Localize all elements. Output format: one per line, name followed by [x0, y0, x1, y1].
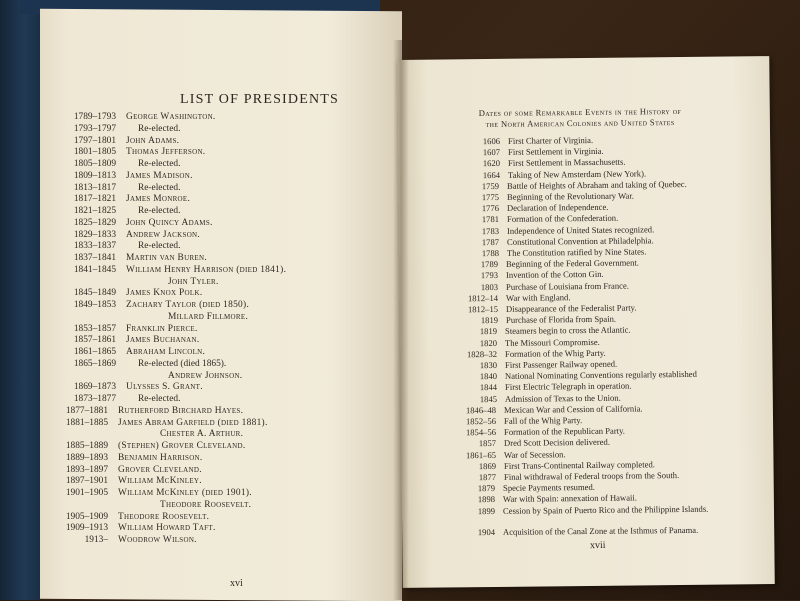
event-text: Acquisition of the Canal Zone at the Isthmus of Panama. — [502, 524, 699, 537]
president-row — [48, 418, 268, 429]
event-year: 1759 — [482, 180, 500, 191]
president-name: Abraham Lincoln. — [126, 347, 206, 357]
president-years: 1837–1841 — [73, 253, 116, 263]
event-text: Admission of Texas to the Union. — [504, 392, 621, 404]
event-text: War with Spain: annexation of Hawaii. — [503, 492, 638, 505]
president-name: William Howard Taft. — [118, 523, 216, 534]
president-years: 1813–1817 — [73, 182, 116, 193]
event-text: Dred Scott Decision delivered. — [503, 437, 610, 449]
event-year: 1820 — [480, 337, 498, 348]
president-years: 1809–1813 — [73, 170, 116, 181]
president-name: John Quincy Adams. — [126, 217, 213, 228]
president-name: Benjamin Harrison. — [118, 452, 203, 463]
book-gutter — [393, 40, 409, 600]
event-text: Steamers begin to cross the Atlantic. — [505, 324, 632, 337]
president-name: Re-elected (died 1865). — [138, 358, 227, 369]
president-row — [48, 535, 197, 546]
president-row — [48, 453, 203, 464]
president-years: 1889–1893 — [65, 452, 108, 463]
president-row — [56, 124, 180, 135]
event-year: 1840 — [479, 371, 497, 382]
event-text: Purchase of Florida from Spain. — [505, 313, 616, 326]
event-text: Beginning of the Revolutionary War. — [507, 190, 635, 202]
president-row — [48, 465, 202, 476]
event-text: Constitutional Convention at Philadelphia. — [506, 235, 654, 247]
event-year: 1819 — [480, 326, 498, 337]
events-heading-line2: the North American Colonies and United States — [485, 117, 675, 129]
event-year: 1812–14 — [467, 292, 498, 304]
event-year: 1787 — [481, 236, 499, 247]
event-text: The Constitution ratified by Nine States. — [506, 246, 646, 258]
president-years: 1841–1845 — [73, 264, 116, 275]
president-row — [48, 476, 202, 487]
president-years: 1789–1793 — [73, 112, 116, 122]
event-text: War of Secession. — [503, 448, 566, 460]
president-years: 1893–1897 — [65, 464, 108, 475]
president-row — [48, 429, 243, 440]
event-text: Independence of United States recognized. — [506, 223, 655, 236]
event-text: First Trans-Continental Railway completed. — [503, 459, 655, 471]
event-text: Specie Payments resumed. — [503, 482, 596, 494]
event-text: Beginning of the Federal Government. — [506, 257, 640, 270]
president-row — [56, 194, 190, 205]
event-year: 1803 — [480, 281, 499, 292]
event-year: 1788 — [481, 247, 499, 259]
president-row — [48, 406, 243, 417]
event-text: Battle of Heights of Abraham and taking of Quebec. — [507, 178, 688, 191]
president-row — [56, 394, 180, 405]
president-row — [56, 171, 193, 182]
president-years: 1913– — [84, 535, 108, 545]
president-name: Grover Cleveland. — [118, 464, 202, 475]
president-name: Re-elected. — [138, 394, 181, 404]
president-name: Ulysses S. Grant. — [126, 382, 203, 393]
book-spine — [0, 0, 40, 600]
event-text: Final withdrawal of Federal troops from the South. — [503, 470, 679, 482]
president-name: Woodrow Wilson. — [118, 535, 197, 545]
president-years: 1901–1905 — [65, 488, 108, 498]
president-row — [56, 112, 216, 123]
event-year: 1783 — [481, 225, 499, 236]
president-years: 1865–1869 — [73, 358, 116, 369]
event-text: Fall of the Whig Party. — [504, 415, 583, 426]
president-name: William McKinley (died 1901). — [118, 488, 252, 498]
president-years: 1825–1829 — [73, 217, 116, 228]
president-name: James Abram Garfield (died 1881). — [118, 417, 268, 428]
president-years: 1897–1901 — [65, 476, 108, 487]
right-folio: xvii — [589, 539, 606, 552]
president-row — [56, 253, 207, 264]
event-year: 1845 — [479, 393, 497, 404]
president-years: 1833–1837 — [73, 241, 116, 252]
president-row — [56, 230, 200, 241]
event-text: Formation of the Republican Party. — [504, 425, 626, 438]
event-text: Declaration of Independence. — [507, 201, 609, 214]
president-years: 1817–1821 — [73, 194, 116, 205]
page-title: LIST OF PRESIDENTS — [180, 92, 340, 107]
event-year: 1776 — [481, 203, 500, 214]
president-row — [56, 300, 249, 311]
president-years: 1877–1881 — [65, 405, 108, 416]
president-name: James Monroe. — [126, 194, 191, 205]
president-name: (Stephen) Grover Cleveland. — [118, 441, 246, 451]
left-folio: xvi — [230, 578, 243, 589]
president-name: William Henry Harrison (died 1841). — [126, 264, 287, 275]
event-text: National Nominating Conventions regularly established — [504, 369, 697, 382]
event-year: 1844 — [479, 382, 497, 393]
event-year: 1620 — [482, 158, 500, 169]
event-year: 1664 — [482, 169, 500, 180]
event-text: War with England. — [505, 291, 571, 303]
president-name: Re-elected. — [138, 206, 181, 216]
president-row — [56, 324, 198, 335]
president-name: Andrew Jackson. — [126, 229, 201, 240]
event-year: 1781 — [481, 214, 499, 225]
president-row — [48, 512, 209, 523]
president-years: 1905–1909 — [65, 511, 108, 522]
president-years: 1829–1833 — [73, 229, 116, 240]
president-row — [48, 488, 252, 499]
president-years: 1869–1873 — [73, 382, 116, 393]
president-years: 1845–1849 — [73, 288, 116, 299]
president-years: 1857–1861 — [73, 335, 116, 346]
president-row — [48, 441, 246, 452]
events-heading-line1: Dates of some Remarkable Events in the History of — [478, 105, 682, 119]
event-year: 1828–32 — [467, 348, 498, 360]
event-text: Mexican War and Cession of California. — [504, 403, 643, 415]
event-year: 1846–48 — [466, 404, 497, 416]
event-year: 1830 — [479, 359, 498, 371]
event-year: 1852–56 — [466, 415, 497, 427]
president-row — [56, 265, 286, 276]
event-text: Taking of New Amsterdam (New York). — [507, 168, 646, 180]
event-year: 1819 — [480, 315, 498, 326]
president-row — [56, 218, 213, 229]
president-years: 1909–1913 — [65, 523, 108, 534]
president-years: 1885–1889 — [65, 441, 108, 451]
event-text: The Missouri Compromise. — [505, 336, 601, 348]
president-name: Re-elected. — [138, 123, 181, 134]
president-name: John Tyler. — [168, 276, 219, 287]
president-years: 1881–1885 — [65, 417, 108, 428]
president-years: 1805–1809 — [73, 159, 116, 169]
president-row — [56, 371, 242, 382]
president-row — [56, 159, 180, 170]
president-row — [48, 523, 216, 534]
president-name: Theodore Roosevelt. — [160, 499, 252, 510]
event-year: 1899 — [477, 505, 496, 516]
president-row — [56, 206, 180, 217]
president-name: Zachary Taylor (died 1850). — [126, 300, 250, 310]
president-row — [56, 335, 200, 346]
event-text: Formation of the Whig Party. — [505, 347, 606, 359]
president-years: 1793–1797 — [73, 123, 116, 134]
president-years: 1873–1877 — [73, 394, 116, 404]
president-row — [56, 136, 179, 147]
event-year: 1898 — [477, 494, 496, 505]
event-year: 1879 — [478, 483, 496, 494]
president-name: Franklin Pierce. — [126, 323, 198, 334]
event-year: 1812–15 — [467, 303, 498, 315]
president-name: Chester A. Arthur. — [160, 429, 244, 440]
president-row — [56, 147, 205, 158]
president-name: William McKinley. — [118, 476, 202, 487]
event-text: Purchase of Louisiana from France. — [505, 280, 630, 292]
president-years: 1849–1853 — [73, 300, 116, 310]
event-text: First Settlement in Virginia. — [507, 146, 604, 158]
event-text: First Settlement in Massachusetts. — [507, 157, 626, 169]
president-row — [56, 277, 219, 288]
event-year: 1854–56 — [465, 427, 497, 438]
president-years: 1797–1801 — [73, 135, 116, 146]
event-text: Formation of the Confederation. — [506, 213, 619, 225]
event-year: 1877 — [478, 471, 496, 483]
president-name: James Knox Polk. — [126, 288, 203, 299]
president-row — [48, 500, 251, 511]
event-year: 1607 — [482, 147, 500, 158]
event-year: 1869 — [478, 460, 496, 471]
event-text: First Charter of Virginia. — [507, 134, 594, 146]
president-row — [56, 359, 226, 370]
president-row — [56, 347, 205, 358]
event-text: Disappearance of the Federalist Party. — [505, 302, 637, 314]
president-row — [56, 241, 180, 252]
president-name: Thomas Jefferson. — [126, 147, 206, 158]
president-row — [56, 382, 203, 393]
president-years: 1861–1865 — [73, 347, 116, 357]
event-year: 1789 — [481, 259, 499, 270]
event-year: 1775 — [482, 191, 500, 203]
president-name: Re-elected. — [138, 159, 181, 169]
president-years: 1821–1825 — [73, 206, 116, 216]
president-name: James Buchanan. — [126, 335, 200, 346]
president-years: 1801–1805 — [73, 147, 116, 158]
president-name: Theodore Roosevelt. — [118, 511, 210, 522]
president-row — [56, 183, 180, 194]
event-text: Invention of the Cotton Gin. — [506, 269, 604, 281]
president-name: Martin van Buren. — [126, 253, 208, 263]
event-year: 1904 — [477, 527, 495, 538]
president-name: James Madison. — [126, 170, 193, 181]
president-years: 1853–1857 — [73, 323, 116, 334]
event-text: First Electric Telegraph in operation. — [504, 380, 632, 393]
event-year: 1861–65 — [465, 449, 496, 460]
president-name: Re-elected. — [138, 241, 181, 252]
event-text: Cession by Spain of Puerto Rico and the Philippine Islands. — [502, 503, 709, 516]
president-row — [56, 288, 202, 299]
president-name: George Washington. — [126, 112, 216, 122]
event-year: 1793 — [480, 270, 499, 281]
event-year: 1606 — [482, 135, 501, 147]
event-text: First Passenger Railway opened. — [504, 358, 618, 370]
president-row — [56, 312, 248, 323]
president-name: Rutherford Birchard Hayes. — [118, 405, 244, 416]
president-name: Andrew Johnson. — [168, 370, 243, 381]
events-heading — [445, 106, 715, 131]
president-name: John Adams. — [126, 135, 180, 146]
president-name: Millard Fillmore. — [168, 311, 249, 322]
president-name: Re-elected. — [138, 182, 181, 193]
event-year: 1857 — [478, 438, 496, 449]
